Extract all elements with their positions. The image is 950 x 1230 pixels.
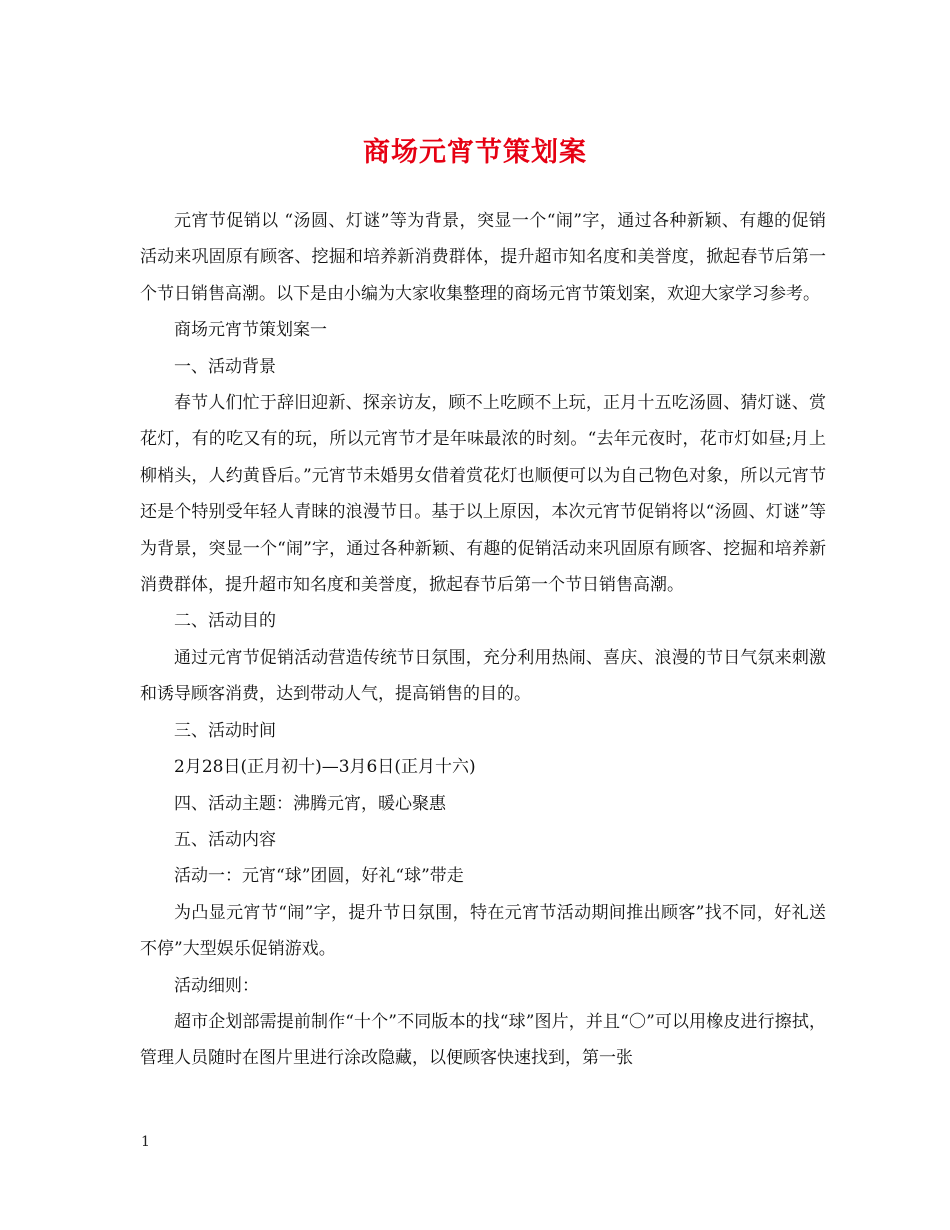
document-body [140,203,826,1077]
paragraph-heading-time: 三、活动时间 [174,720,276,741]
paragraph-heading-content: 五、活动内容 [174,829,276,850]
paragraph-heading-theme: 四、活动主题：沸腾元宵，暖心聚惠 [174,793,446,814]
document-title: 商场元宵节策划案 [363,137,587,168]
paragraph-purpose: 通过元宵节促销活动营造传统节日氛围，充分利用热闹、喜庆、浪漫的节日气氛来刺激和诱导顾客消费，达到带动人气，提高销售的目的。 [140,647,826,705]
paragraph-rules: 超市企划部需提前制作“十个”不同版本的找“球”图片，并且“〇”可以用橡皮进行擦拭，管理人员随时在图片里进行涂改隐藏，以便顾客快速找到，第一张 [140,1011,826,1069]
paragraph-activity-one-desc: 为凸显元宵节“闹”字，提升节日氛围，特在元宵节活动期间推出顾客”找不同，好礼送不停”大型娱乐促销游戏。 [140,902,826,960]
paragraph-heading-purpose: 二、活动目的 [174,611,276,632]
paragraph-heading-background: 一、活动背景 [174,356,276,377]
page-number: 1 [141,1134,150,1150]
paragraph-activity-one: 活动一：元宵“球”团圆，好礼“球”带走 [174,866,464,887]
paragraph-section-heading: 商场元宵节策划案一 [174,320,327,341]
paragraph-rules-heading: 活动细则： [174,975,259,996]
paragraph-intro: 元宵节促销以 “汤圆、灯谜”等为背景，突显一个“闹”字，通过各种新颖、有趣的促销活动来巩固原有顾客、挖掘和培养新消费群体，提升超市知名度和美誉度，掀起春节后第一个节日销售高潮。以下是由小编为大家收集整理的商场元宵节策划案，欢迎大家学习参考。 [140,211,826,304]
paragraph-time: 2月28日(正月初十)—3月6日(正月十六) [174,757,476,778]
paragraph-background: 春节人们忙于辞旧迎新、探亲访友，顾不上吃顾不上玩，正月十五吃汤圆、猜灯谜、赏花灯，有的吃又有的玩，所以元宵节才是年味最浓的时刻。“去年元夜时，花市灯如昼;月上柳梢头，人约黄昏后。”元宵节未婚男女借着赏花灯也顺便可以为自己物色对象，所以元宵节还是个特别受年轻人青睐的浪漫节日。基于以上原因，本次元宵节促销将以“汤圆、灯谜”等为背景，突显一个“闹”字，通过各种新颖、有趣的促销活动来巩固原有顾客、挖掘和培养新消费群体，提升超市知名度和美誉度，掀起春节后第一个节日销售高潮。 [140,393,826,596]
